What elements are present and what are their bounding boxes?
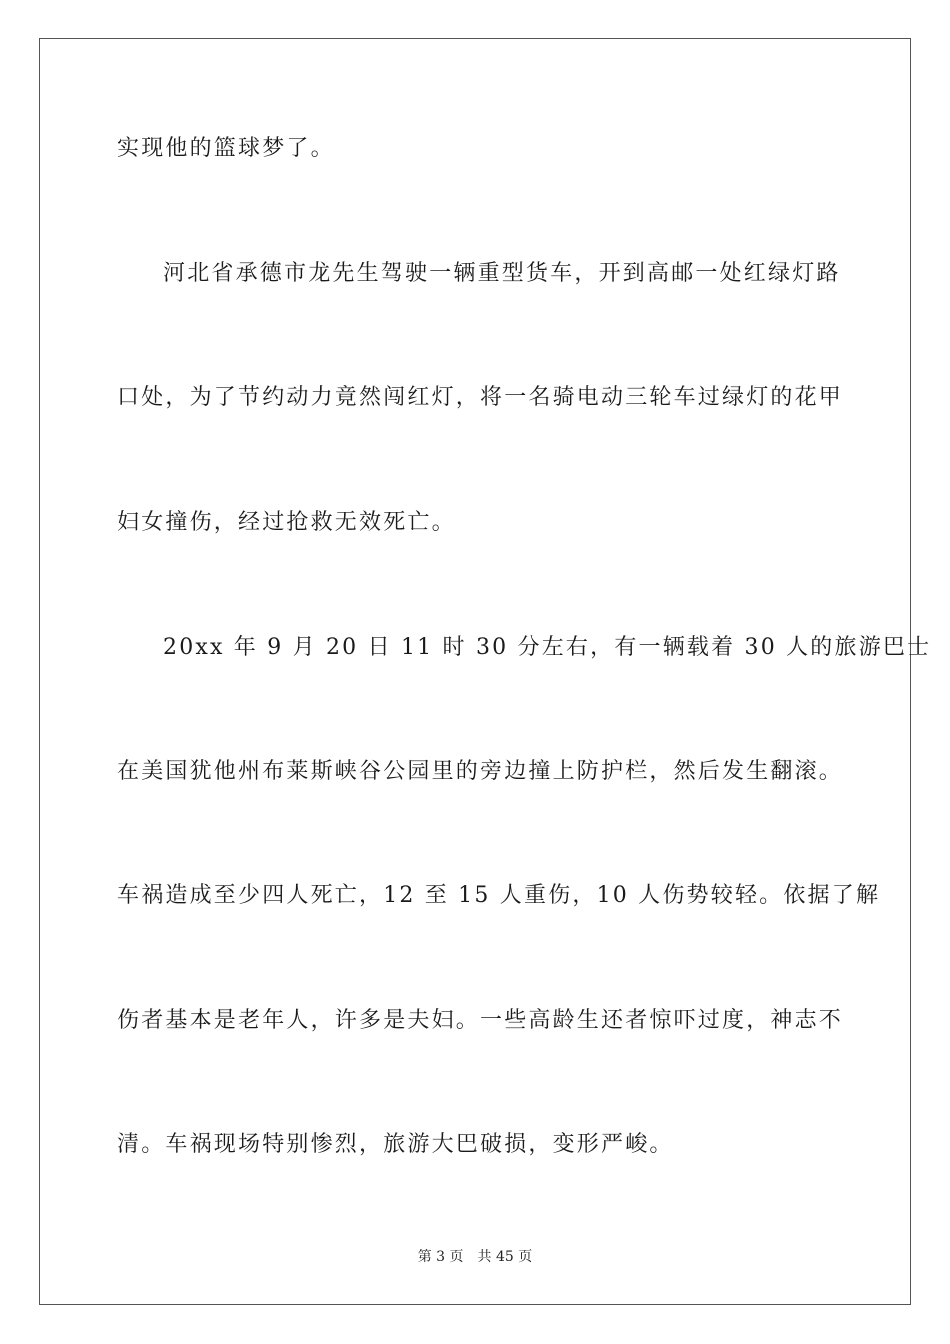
paragraph-line: 车祸造成至少四人死亡，12 至 15 人重伤，10 人伤势较轻。依据了解 — [117, 883, 881, 908]
page-total: 共 45 页 — [477, 1249, 533, 1265]
paragraph-line: 实现他的篮球梦了。 — [117, 136, 335, 161]
paragraph-line: 妇女撞伤，经过抢救无效死亡。 — [117, 510, 456, 535]
page-footer — [0, 1247, 950, 1267]
page-border — [39, 38, 911, 1305]
paragraph-line: 河北省承德市龙先生驾驶一辆重型货车，开到高邮一处红绿灯路 — [163, 261, 841, 286]
paragraph-line: 口处，为了节约动力竟然闯红灯，将一名骑电动三轮车过绿灯的花甲 — [117, 385, 844, 410]
page-number: 第 3 页 — [417, 1249, 464, 1265]
paragraph-line: 在美国犹他州布莱斯峡谷公园里的旁边撞上防护栏，然后发生翻滚。 — [117, 759, 844, 784]
paragraph-line: 伤者基本是老年人，许多是夫妇。一些高龄生还者惊吓过度，神志不 — [117, 1008, 844, 1033]
paragraph-line: 20xx 年 9 月 20 日 11 时 30 分左右，有一辆载着 30 人的旅游巴士 — [163, 635, 932, 660]
paragraph-line: 清。车祸现场特别惨烈，旅游大巴破损，变形严峻。 — [117, 1132, 674, 1157]
